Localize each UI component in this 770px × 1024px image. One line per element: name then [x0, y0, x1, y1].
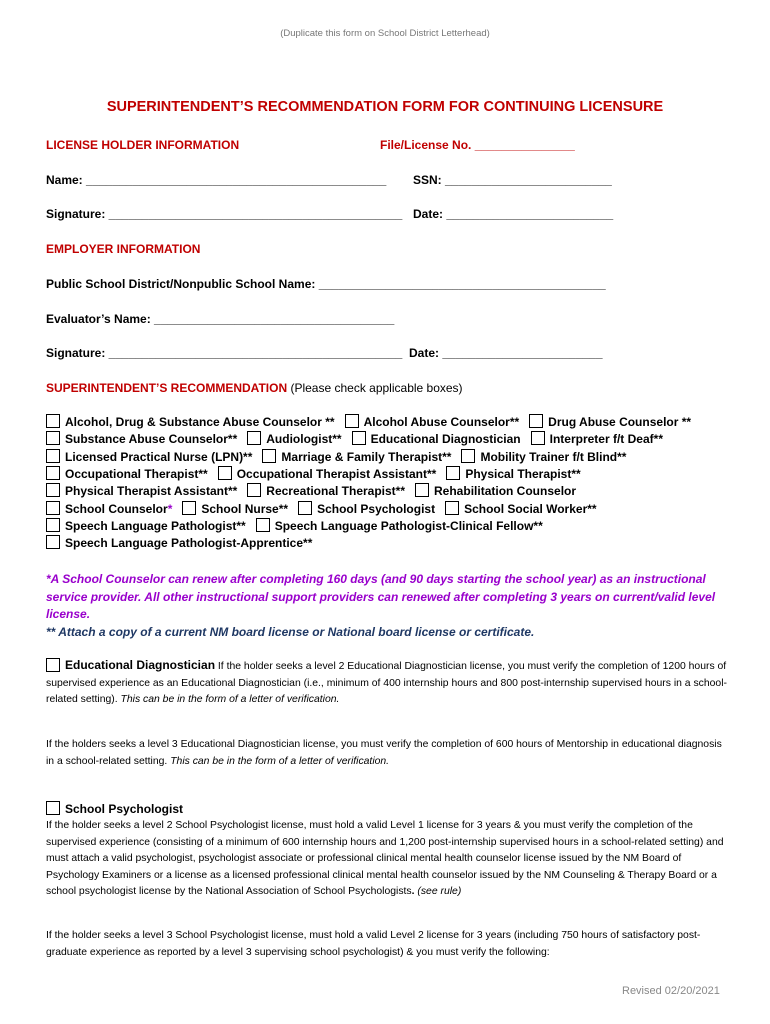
name-field[interactable]: Name: _____________________________________________: [46, 173, 387, 187]
license-option[interactable]: [415, 483, 576, 500]
district-field[interactable]: Public School District/Nonpublic School Name: ___________________________________________: [46, 277, 606, 291]
checkbox-row: [46, 535, 322, 552]
license-option[interactable]: [46, 535, 312, 552]
school-psych-label: School Psychologist: [65, 802, 184, 816]
school-psych-paragraph-2: [46, 928, 731, 961]
checkbox[interactable]: [46, 466, 60, 480]
checkbox[interactable]: [415, 483, 429, 497]
license-option[interactable]: [218, 466, 437, 483]
revision-date: Revised 02/20/2021: [622, 985, 720, 997]
checkbox[interactable]: [345, 414, 359, 428]
checkbox-row: [46, 414, 701, 431]
license-option-label: Marriage & Family Therapist**: [281, 449, 452, 464]
recommendation-title: SUPERINTENDENT’S RECOMMENDATION: [46, 381, 288, 395]
recommendation-heading: [46, 381, 463, 395]
license-option-label: Educational Diagnostician: [370, 432, 521, 447]
license-option-label: Substance Abuse Counselor**: [65, 432, 238, 447]
checkbox[interactable]: [46, 483, 60, 497]
license-option[interactable]: [446, 466, 580, 483]
license-option[interactable]: [46, 501, 172, 518]
school-counselor-note: *A School Counselor can renew after completing 160 days (and 90 days starting the school year) as an instructional service provider. All other instructional support providers can renewed after completing 3 years on current/valid level license.: [46, 572, 716, 621]
school-psych-text-2: If the holder seeks a level 3 School Psychologist license, must hold a valid Level 2 license for 3 years (including 750 hours of satisfactory post-graduate experience as reported by a level 3 supervising school psychologist) & you must verify the following:: [46, 930, 701, 958]
checkbox[interactable]: [247, 483, 261, 497]
school-psych-checkbox[interactable]: [46, 801, 60, 815]
checkbox[interactable]: [262, 449, 276, 463]
school-psych-italic-1: (see rule): [417, 886, 462, 897]
license-option-label: Alcohol Abuse Counselor**: [363, 415, 520, 429]
holder-signature-field[interactable]: Signature: ____________________________________________: [46, 207, 403, 221]
ed-diag-italic-2: This can be in the form of a letter of verification.: [170, 755, 390, 767]
checkbox-row: [46, 518, 553, 535]
checkbox-row: [46, 466, 591, 483]
license-option[interactable]: [345, 414, 520, 431]
ed-diag-text-1: If the holder seeks a level 2 Educational Diagnostician license, you must verify the completion of 1200 hours of supervised experience as an Educational Diagnostician (i.e., minimum of 400 internship hours and 800 post-internship supervised hours in a school-related setting).: [46, 661, 727, 705]
license-option[interactable]: [298, 501, 435, 518]
checkbox[interactable]: [182, 501, 196, 515]
checkbox[interactable]: [218, 466, 232, 480]
checkbox[interactable]: [46, 518, 60, 532]
license-option[interactable]: [352, 431, 521, 448]
ed-diag-label: Educational Diagnostician: [65, 658, 216, 672]
license-option[interactable]: [461, 449, 626, 466]
license-option[interactable]: [247, 483, 405, 500]
ed-diag-checkbox[interactable]: [46, 658, 60, 672]
license-option-label: School Psychologist: [317, 501, 436, 516]
checkbox[interactable]: [445, 501, 459, 515]
license-option[interactable]: [445, 501, 597, 518]
license-option-label: Mobility Trainer f/t Blind**: [480, 449, 627, 464]
license-option[interactable]: [247, 431, 341, 448]
checkbox[interactable]: [531, 431, 545, 445]
recommendation-subtitle: (Please check applicable boxes): [287, 381, 463, 395]
license-option[interactable]: [262, 449, 451, 466]
license-option-label: Audiologist**: [266, 432, 342, 447]
license-option[interactable]: [182, 501, 288, 518]
checkbox[interactable]: [352, 431, 366, 445]
license-option[interactable]: [46, 414, 335, 431]
ed-diag-text-2: If the holders seeks a level 3 Educational Diagnostician license, you must verify the completion of 600 hours of Mentorship in educational diagnosis in a school-related setting.: [46, 739, 722, 767]
license-option-label: Interpreter f/t Deaf**: [549, 432, 663, 447]
license-option[interactable]: [46, 431, 237, 448]
license-option-label: Occupational Therapist Assistant**: [236, 466, 437, 481]
license-option-label: Speech Language Pathologist-Apprentice**: [65, 536, 313, 551]
checkbox[interactable]: [46, 414, 60, 428]
license-option-label: Speech Language Pathologist-Clinical Fellow**: [274, 518, 543, 533]
license-option-label: Occupational Therapist**: [65, 466, 208, 481]
license-option[interactable]: [46, 483, 237, 500]
checkbox-row: [46, 483, 586, 500]
ed-diag-italic-1: This can be in the form of a letter of verification.: [120, 694, 340, 705]
school-psych-text-1: If the holder seeks a level 2 School Psychologist license, must hold a valid Level 1 license for 3 years & you must verify the completion of the supervised experience (consisting of a minimum of 600 internship hours and 1,200 post-internship supervised hours in a school-related setting) and must attach a valid psychologist, psychologist associate or professional clinical mental health counselor license issued by the NM Board of Psychology Examiners or a license as a licensed professional clinical mental health counselor issued by the NM Counseling & Therapy Board or a school psychologist license by the National Association of School Psychologists: [46, 820, 724, 897]
header-note: (Duplicate this form on School District Letterhead): [280, 28, 490, 39]
license-option-label: Licensed Practical Nurse (LPN)**: [65, 449, 253, 464]
checkbox-row: [46, 431, 673, 448]
checkbox[interactable]: [46, 449, 60, 463]
checkbox[interactable]: [461, 449, 475, 463]
checkbox[interactable]: [529, 414, 543, 428]
checkbox[interactable]: [247, 431, 261, 445]
checkbox[interactable]: [46, 431, 60, 445]
employer-heading: EMPLOYER INFORMATION: [46, 242, 201, 256]
checkbox[interactable]: [46, 535, 60, 549]
employer-signature-field[interactable]: Signature: ____________________________________________: [46, 346, 403, 360]
license-option-label: Speech Language Pathologist**: [65, 518, 246, 533]
license-option-label: Alcohol, Drug & Substance Abuse Counselor **: [65, 415, 335, 429]
license-option[interactable]: [46, 466, 208, 483]
license-option-label: Rehabilitation Counselor: [434, 484, 577, 499]
checkbox-row: [46, 501, 607, 518]
license-option-label: School Counselor*: [65, 501, 173, 516]
file-license-field[interactable]: File/License No. _______________: [380, 138, 575, 152]
checkbox[interactable]: [46, 501, 60, 515]
license-option-label: Physical Therapist Assistant**: [65, 484, 238, 499]
employer-date-field[interactable]: Date: ________________________: [409, 346, 603, 360]
license-option-label: Recreational Therapist**: [266, 484, 406, 499]
holder-date-field[interactable]: Date: _________________________: [413, 207, 614, 221]
evaluator-field[interactable]: Evaluator’s Name: ____________________________________: [46, 312, 395, 326]
license-option-label: Drug Abuse Counselor **: [548, 415, 692, 429]
checkbox[interactable]: [446, 466, 460, 480]
attach-license-note: ** Attach a copy of a current NM board license or National board license or certificate.: [46, 625, 535, 639]
license-option-label: School Nurse**: [201, 501, 289, 516]
ssn-field[interactable]: SSN: _________________________: [413, 173, 612, 187]
checkbox[interactable]: [256, 518, 270, 532]
license-option-label: School Social Worker**: [464, 501, 597, 516]
school-psych-heading: [46, 801, 183, 816]
checkbox[interactable]: [298, 501, 312, 515]
page-title: SUPERINTENDENT’S RECOMMENDATION FORM FOR CONTINUING LICENSURE: [106, 99, 664, 115]
ed-diag-paragraph-1: [46, 657, 731, 709]
ed-diag-paragraph-2: [46, 737, 731, 770]
license-option[interactable]: [531, 431, 663, 448]
license-option-label: Physical Therapist**: [465, 466, 581, 481]
school-psych-paragraph-1: [46, 818, 731, 901]
school-psych-period: .: [411, 886, 418, 897]
license-holder-heading: LICENSE HOLDER INFORMATION: [46, 138, 240, 152]
license-option[interactable]: [46, 449, 252, 466]
checkbox-row: [46, 449, 636, 466]
license-option[interactable]: [529, 414, 691, 431]
license-option[interactable]: [46, 518, 246, 535]
license-option[interactable]: [256, 518, 543, 535]
